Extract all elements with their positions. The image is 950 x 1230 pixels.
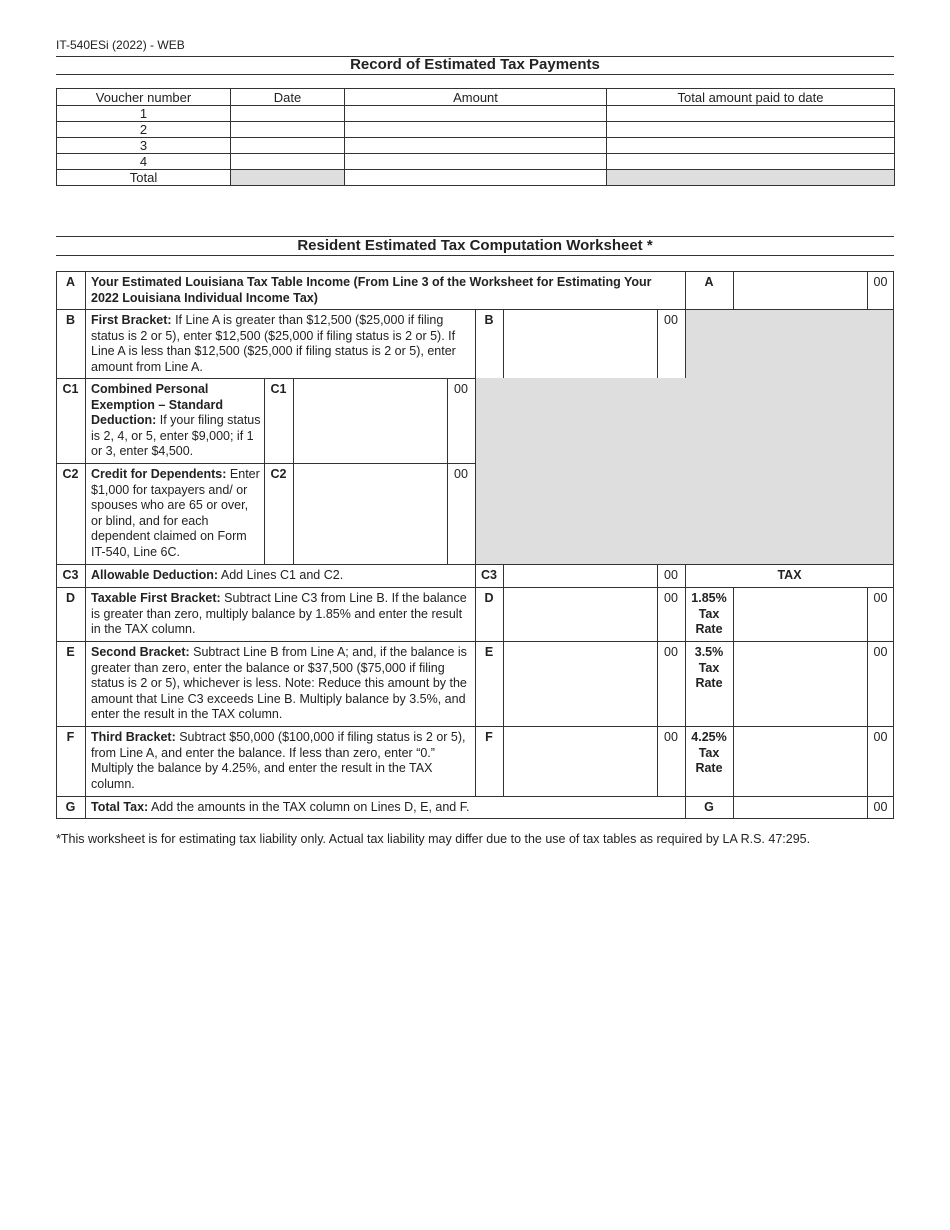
line-letter: F [66, 730, 75, 744]
footnote: *This worksheet is for estimating tax liability only. Actual tax liability may differ due to the use of tax tables as required by LA R.S. 47:295. [56, 832, 811, 846]
line-b-description [91, 313, 471, 375]
voucher-number: 4 [57, 154, 231, 170]
column-header: Total amount paid to date [607, 89, 895, 106]
line-letter: D [65, 591, 76, 605]
tax-rate-d [685, 591, 733, 638]
line-d-title: Taxable First Bracket: [91, 591, 221, 605]
voucher-number: 2 [57, 122, 231, 138]
shaded-cell [607, 170, 895, 186]
line-c1-amount-field[interactable] [294, 379, 446, 463]
line-letter: C2 [270, 467, 287, 481]
line-letter: C3 [62, 568, 79, 582]
line-g-text: Add the amounts in the TAX column on Lines D, E, and F. [148, 800, 470, 814]
line-c1-description [91, 382, 261, 460]
date-field[interactable] [231, 154, 345, 170]
form-id: IT-540ESi (2022) - WEB [56, 38, 185, 52]
line-c2-text: Enter $1,000 for taxpayers and/ or spouses who are 65 or over, or blind, and for each dependent claimed on Form IT-540, Line 6C. [91, 467, 260, 559]
line-e-tax-field[interactable] [734, 642, 866, 725]
rate-value: 3.5% [694, 645, 724, 659]
line-b-title: First Bracket: [91, 313, 172, 327]
line-b-text: If Line A is greater than $12,500 ($25,000 if filing status is 2 or 5), enter $12,500 ($25,000 if filing status is 2 or 5). If Line A is less than $12,500 ($25,000 if filing status is 2 or 5), enter amount from Line A. [91, 313, 456, 374]
cents-zero: 00 [664, 591, 678, 605]
line-c3-description [91, 568, 471, 584]
total-row [57, 170, 895, 186]
cents-zero: 00 [873, 591, 888, 605]
amount-field[interactable] [345, 106, 607, 122]
table-row [57, 138, 895, 154]
line-letter: A [704, 275, 714, 289]
rate-value: 4.25% [691, 730, 727, 744]
cents-zero: 00 [454, 382, 468, 396]
line-letter: A [65, 275, 76, 289]
line-g-title: Total Tax: [91, 800, 149, 814]
line-c2-amount-field[interactable] [294, 464, 446, 563]
total-to-date-field[interactable] [607, 154, 895, 170]
line-d-amount-field[interactable] [504, 588, 656, 640]
line-e-title: Second Bracket: [91, 645, 190, 659]
line-letter: B [65, 313, 76, 327]
line-c1-text: If your filing status is 2, 4, or 5, enter $9,000; if 1 or 3, enter $4,500. [91, 413, 261, 458]
total-amount-field[interactable] [345, 170, 607, 186]
total-label: Total [57, 170, 231, 186]
cents-zero: 00 [873, 645, 888, 659]
cents-zero: 00 [873, 730, 888, 744]
worksheet-title: Resident Estimated Tax Computation Worksheet * [297, 237, 653, 254]
total-to-date-field[interactable] [607, 122, 895, 138]
record-title: Record of Estimated Tax Payments [350, 56, 600, 73]
cents-zero: 00 [664, 645, 678, 659]
line-g-description [91, 800, 676, 816]
line-letter: E [484, 645, 494, 659]
line-letter: E [66, 645, 75, 659]
cents-zero: 00 [873, 275, 888, 289]
column-header: Amount [345, 89, 607, 106]
line-d-description [91, 591, 471, 638]
col-divider [85, 271, 86, 819]
line-f-amount-field[interactable] [504, 727, 656, 795]
line-e-text: Subtract Line B from Line A; and, if the balance is greater than zero, enter the balance or $37,500 ($75,000 if filing status is 2 or 5), whichever is less. Note: Reduce this amount by the amount that Line C3 exceeds Line B. Multiply balance by 3.5%, and enter the result in the TAX column. [91, 645, 467, 721]
line-f-text: Subtract $50,000 ($100,000 if filing status is 2 or 5), from Line A, and enter the balance. If less than zero, enter “0.” Multiply the balance by 4.25%, and enter the result in the TAX column. [91, 730, 466, 791]
cents-zero: 00 [664, 568, 678, 582]
tax-rate-e [685, 645, 733, 692]
rate-label: Tax Rate [695, 606, 723, 636]
line-f-tax-field[interactable] [734, 727, 866, 795]
table-row [57, 122, 895, 138]
line-f-description [91, 730, 471, 792]
table-row [57, 106, 895, 122]
line-a-amount-field[interactable] [734, 272, 866, 308]
line-a-description: Your Estimated Louisiana Tax Table Income (From Line 3 of the Worksheet for Estimating Your 2022 Louisiana Individual Income Tax) [91, 275, 652, 305]
line-e-amount-field[interactable] [504, 642, 656, 725]
col-divider [867, 587, 868, 796]
cents-zero: 00 [664, 730, 678, 744]
worksheet [56, 271, 894, 819]
total-to-date-field[interactable] [607, 138, 895, 154]
line-letter: G [704, 800, 714, 814]
shaded-cell [231, 170, 345, 186]
line-c2-description [91, 467, 261, 560]
line-c1-title: Combined Personal Exemption – Standard Deduction: [91, 382, 223, 427]
rate-label: Tax Rate [695, 660, 723, 690]
amount-field[interactable] [345, 154, 607, 170]
total-to-date-field[interactable] [607, 106, 895, 122]
line-b-amount-field[interactable] [504, 310, 656, 377]
payments-table [56, 88, 895, 186]
line-d-tax-field[interactable] [734, 588, 866, 640]
line-c3-amount-field[interactable] [504, 565, 656, 586]
cents-zero: 00 [454, 467, 468, 481]
line-f-title: Third Bracket: [91, 730, 176, 744]
rate-value: 1.85% [691, 591, 727, 605]
col-divider [685, 309, 686, 378]
date-field[interactable] [231, 122, 345, 138]
date-field[interactable] [231, 106, 345, 122]
voucher-number: 3 [57, 138, 231, 154]
line-g-total-field[interactable] [734, 797, 866, 818]
line-letter: F [485, 730, 493, 744]
line-letter: C3 [481, 568, 497, 582]
worksheet-rule-bottom [56, 255, 894, 256]
cents-zero: 00 [873, 800, 888, 814]
tax-rate-f [685, 730, 733, 777]
line-c3-text: Add Lines C1 and C2. [218, 568, 344, 582]
line-letter: G [65, 800, 76, 814]
col-divider [475, 378, 476, 564]
line-letter: D [484, 591, 494, 605]
amount-field[interactable] [345, 138, 607, 154]
cents-zero: 00 [664, 313, 678, 327]
line-letter: C1 [62, 382, 79, 396]
column-header: Date [231, 89, 345, 106]
line-letter: C1 [270, 382, 287, 396]
voucher-number: 1 [57, 106, 231, 122]
title-rule-bottom [56, 74, 894, 75]
line-e-description [91, 645, 471, 723]
rate-label: Tax Rate [695, 745, 723, 775]
line-letter: C2 [62, 467, 79, 481]
tax-column-header: TAX [777, 568, 802, 582]
line-c3-title: Allowable Deduction: [91, 568, 219, 582]
date-field[interactable] [231, 138, 345, 154]
payments-header-row [57, 89, 895, 106]
table-row [57, 154, 895, 170]
amount-field[interactable] [345, 122, 607, 138]
line-d-text: Subtract Line C3 from Line B. If the balance is greater than zero, multiply balance by 1.85% and enter the result in the TAX column. [91, 591, 467, 636]
column-header: Voucher number [57, 89, 231, 106]
line-c2-title: Credit for Dependents: [91, 467, 227, 481]
line-letter: B [484, 313, 494, 327]
